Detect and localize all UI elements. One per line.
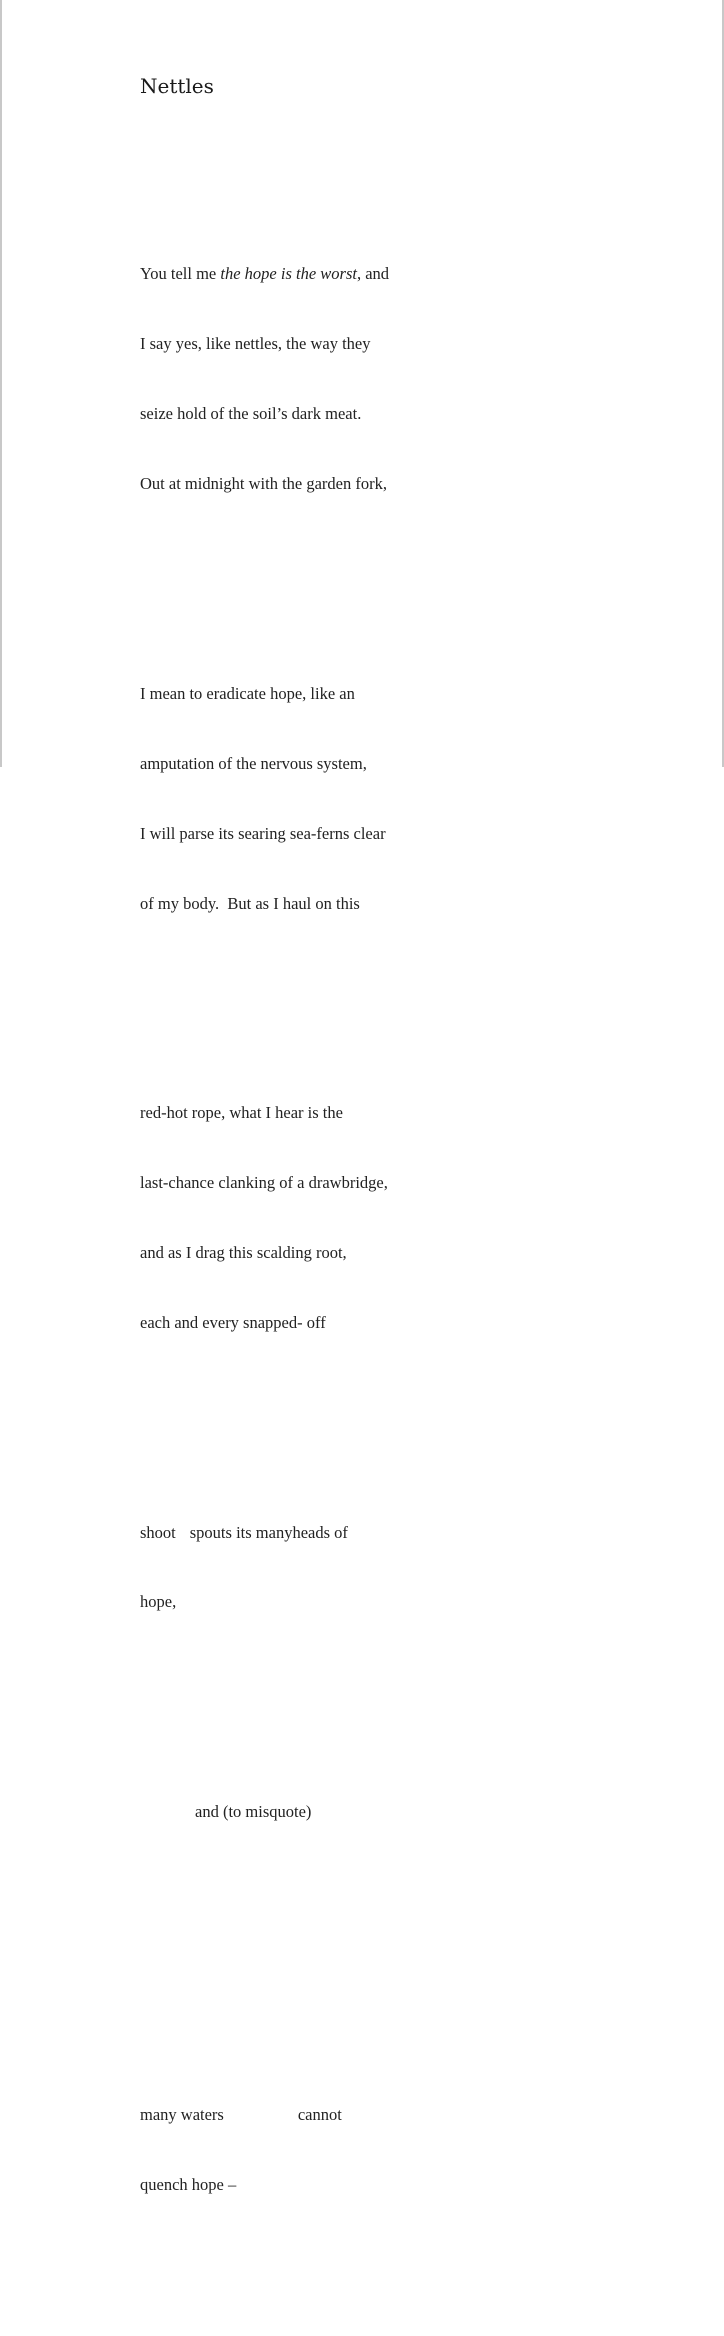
poem-line: quench hope –	[140, 2174, 237, 2194]
stanza-3	[140, 1055, 389, 1381]
line-text: You tell me	[140, 264, 221, 284]
poem-line: and as I drag this scalding root,	[140, 1242, 347, 1262]
poem-line: each and every snapped- off	[140, 1312, 326, 1332]
stanza-4	[140, 1474, 389, 1660]
stanza-2	[140, 635, 389, 961]
line-text: , and	[356, 264, 390, 284]
stanza-5	[140, 1753, 389, 1869]
line-fragment: cannot	[297, 2104, 342, 2124]
poem-line: amputation of the nervous system,	[140, 753, 367, 773]
poem-line: hope,	[140, 1592, 177, 1612]
stanza-1	[140, 216, 389, 542]
italic-quote: the hope is the worst	[220, 264, 357, 284]
stanza-6	[140, 2056, 389, 2242]
poem-line: red-hot rope, what I hear is the	[140, 1103, 343, 1123]
line-fragment: and (to misquote)	[195, 1802, 312, 1822]
poem-title: Nettles	[140, 74, 214, 98]
poem-line: I say yes, like nettles, the way they	[140, 334, 371, 354]
spacing	[140, 1963, 389, 1986]
poem-body	[140, 146, 389, 2336]
poem-line: seize hold of the soil’s dark meat.	[140, 404, 362, 424]
line-fragment: shoot	[140, 1522, 176, 1542]
poem-line: I will parse its searing sea-ferns clear	[140, 823, 386, 843]
line-fragment: spouts its manyheads of	[189, 1522, 348, 1542]
line-fragment: many waters	[140, 2104, 224, 2124]
poem-line: of my body. But as I haul on this	[140, 893, 360, 913]
poem-line	[140, 1800, 389, 1823]
poem-line: I mean to eradicate hope, like an	[140, 683, 355, 703]
poem-line	[140, 262, 389, 285]
poem-line	[140, 1521, 389, 1544]
poem-line: Out at midnight with the garden fork,	[140, 474, 387, 494]
poem-line	[140, 2103, 389, 2126]
poem-line: last-chance clanking of a drawbridge,	[140, 1173, 388, 1193]
